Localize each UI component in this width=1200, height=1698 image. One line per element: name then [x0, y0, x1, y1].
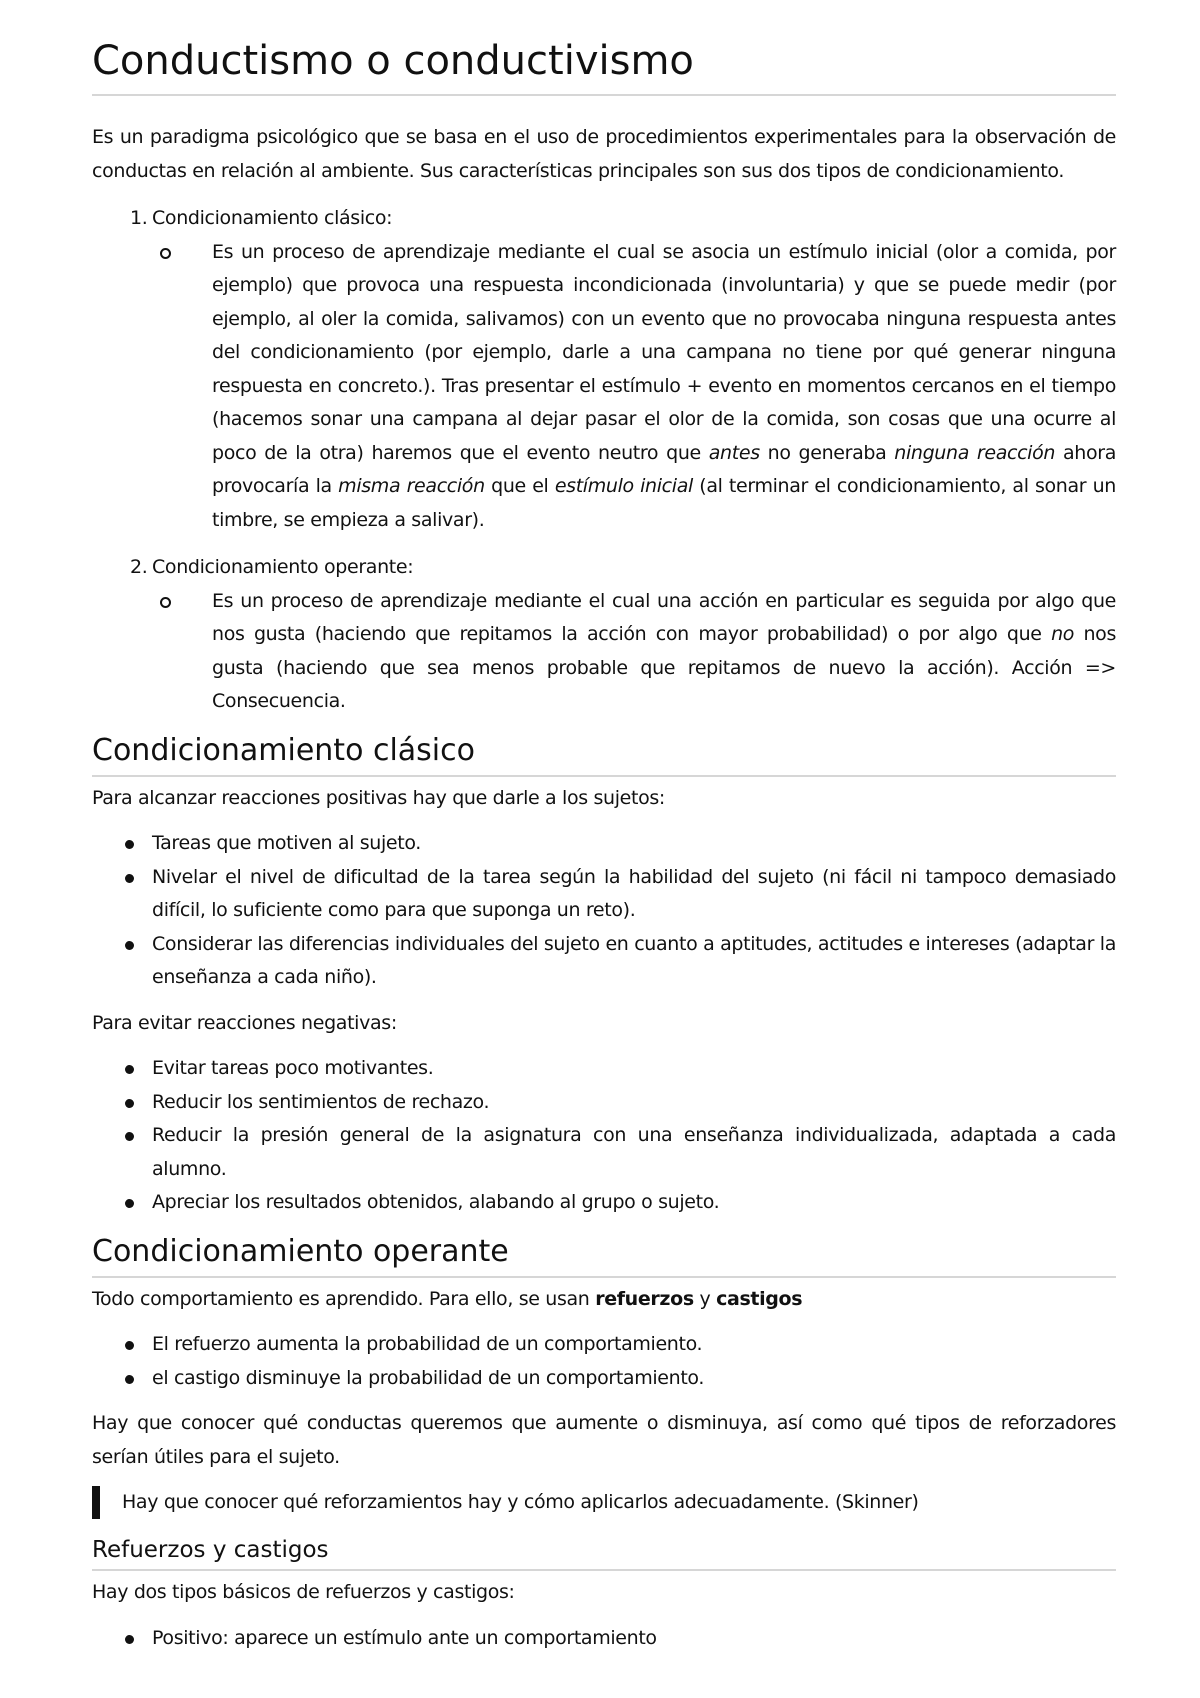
positive-intro: Para alcanzar reacciones positivas hay que darle a los sujetos: [92, 786, 665, 809]
list-item: Reducir la presión general de la asignatura con una enseñanza individualizada, adaptada a cada alumno. [92, 1119, 1116, 1186]
operante-list [92, 1328, 1116, 1395]
list-item: Considerar las diferencias individuales del sujeto en cuanto a aptitudes, actitudes e intereses (adaptar la enseñanza a cada niño). [92, 928, 1116, 995]
refuerzos-list [92, 1622, 1116, 1656]
section-heading-refuerzos: Refuerzos y castigos [92, 1531, 1116, 1571]
list-item: Nivelar el nivel de dificultad de la tarea según la habilidad del sujeto (ni fácil ni tampoco demasiado difícil, lo suficiente como para que suponga un reto). [92, 861, 1116, 928]
type-label: Condicionamiento clásico: [152, 207, 393, 229]
operante-paragraph: Hay que conocer qué conductas queremos que aumente o disminuya, así como qué tipos de reforzadores serían útiles para el sujeto. [92, 1412, 1116, 1468]
document-page [92, 28, 1116, 1655]
type-item-operante [92, 551, 1116, 719]
list-item: El refuerzo aumenta la probabilidad de un comportamiento. [92, 1328, 1116, 1362]
negative-list [92, 1052, 1116, 1220]
intro-paragraph: Es un paradigma psicológico que se basa en el uso de procedimientos experimentales para la observación de conductas en relación al ambiente. Sus características principales son sus dos tipos de condicionamiento. [92, 126, 1116, 182]
negative-intro: Para evitar reacciones negativas: [92, 1011, 397, 1034]
list-item: Evitar tareas poco motivantes. [92, 1052, 1116, 1086]
list-item: Positivo: aparece un estímulo ante un comportamiento [92, 1622, 1116, 1656]
type-description: Es un proceso de aprendizaje mediante el cual se asocia un estímulo inicial (olor a comida, por ejemplo) que provoca una respuesta incondicionada (involuntaria) y que se puede medir (por ejemplo, al oler la comida, salivamos) con un evento que no provocaba ninguna respuesta antes del condicionamiento (por ejemplo, darle a una campana no tiene por qué generar ninguna respuesta en concreto.). Tras presentar el estímulo + evento en momentos cercanos en el tiempo (hacemos sonar una campana al dejar pasar el olor de la comida, son cosas que una ocurre al poco de la otra) haremos que el evento neutro que antes no generaba ninguna reacción ahora provocaría la misma reacción que el estímulo inicial (al terminar el condicionamiento, al sonar un timbre, se empieza a salivar). [152, 236, 1116, 538]
types-list [92, 202, 1116, 719]
positive-list [92, 827, 1116, 995]
list-number: 2. [130, 556, 148, 578]
section-heading-clasico: Condicionamiento clásico [92, 727, 1116, 777]
list-item: Apreciar los resultados obtenidos, alabando al grupo o sujeto. [92, 1186, 1116, 1220]
section-heading-operante: Condicionamiento operante [92, 1228, 1116, 1278]
list-item: Tareas que motiven al sujeto. [92, 827, 1116, 861]
list-item: Reducir los sentimientos de rechazo. [92, 1086, 1116, 1120]
operante-intro: Todo comportamiento es aprendido. Para ello, se usan refuerzos y castigos [92, 1287, 803, 1310]
list-number: 1. [130, 207, 148, 229]
type-item-clasico [92, 202, 1116, 537]
refuerzos-intro: Hay dos tipos básicos de refuerzos y castigos: [92, 1581, 515, 1603]
skinner-quote: Hay que conocer qué reforzamientos hay y cómo aplicarlos adecuadamente. (Skinner) [92, 1486, 1116, 1519]
page-title: Conductismo o conductivismo [92, 28, 1116, 96]
type-description: Es un proceso de aprendizaje mediante el cual una acción en particular es seguida por algo que nos gusta (haciendo que repitamos la acción con mayor probabilidad) o por algo que no nos gusta (haciendo que sea menos probable que repitamos de nuevo la acción). Acción => Consecuencia. [152, 585, 1116, 719]
type-label: Condicionamiento operante: [152, 556, 414, 578]
list-item: el castigo disminuye la probabilidad de un comportamiento. [92, 1362, 1116, 1396]
